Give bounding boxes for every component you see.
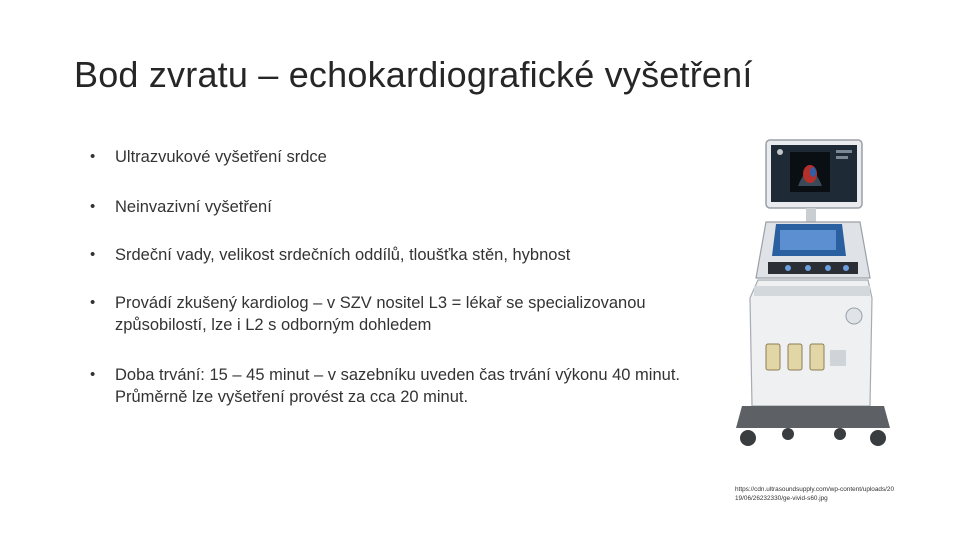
bullet-item (90, 146, 700, 168)
bullet-item (90, 292, 700, 336)
slide-title: Bod zvratu – echokardiografické vyšetření (74, 54, 753, 95)
image-source-caption: https://cdn.ultrasoundsupply.com/wp-content/uploads/2019/06/26232330/ge-vivid-s60.jpg (735, 486, 895, 502)
bullet-item (90, 364, 700, 408)
bullet-item (90, 196, 700, 218)
bullet-dot: • (90, 366, 96, 383)
bullet-dot: • (90, 198, 96, 215)
bullet-text: Doba trvání: 15 – 45 minut – v sazebníku uveden čas trvání výkonu 40 minut. Průměrně lze vyšetření provést za cca 20 minut. (115, 366, 680, 406)
bullet-text: Srdeční vady, velikost srdečních oddílů, tloušťka stěn, hybnost (115, 246, 571, 264)
ultrasound-machine-icon (718, 138, 898, 454)
ultrasound-machine-image (718, 138, 898, 454)
bullet-text: Ultrazvukové vyšetření srdce (115, 148, 327, 166)
bullet-dot: • (90, 246, 96, 263)
bullet-item (90, 244, 700, 266)
bullet-dot: • (90, 294, 96, 311)
bullet-text: Provádí zkušený kardiolog – v SZV nositel L3 = lékař se specializovanou způsobilostí, lze i L2 s odborným dohledem (115, 294, 646, 334)
bullet-dot: • (90, 148, 96, 165)
bullet-text: Neinvazivní vyšetření (115, 198, 272, 216)
